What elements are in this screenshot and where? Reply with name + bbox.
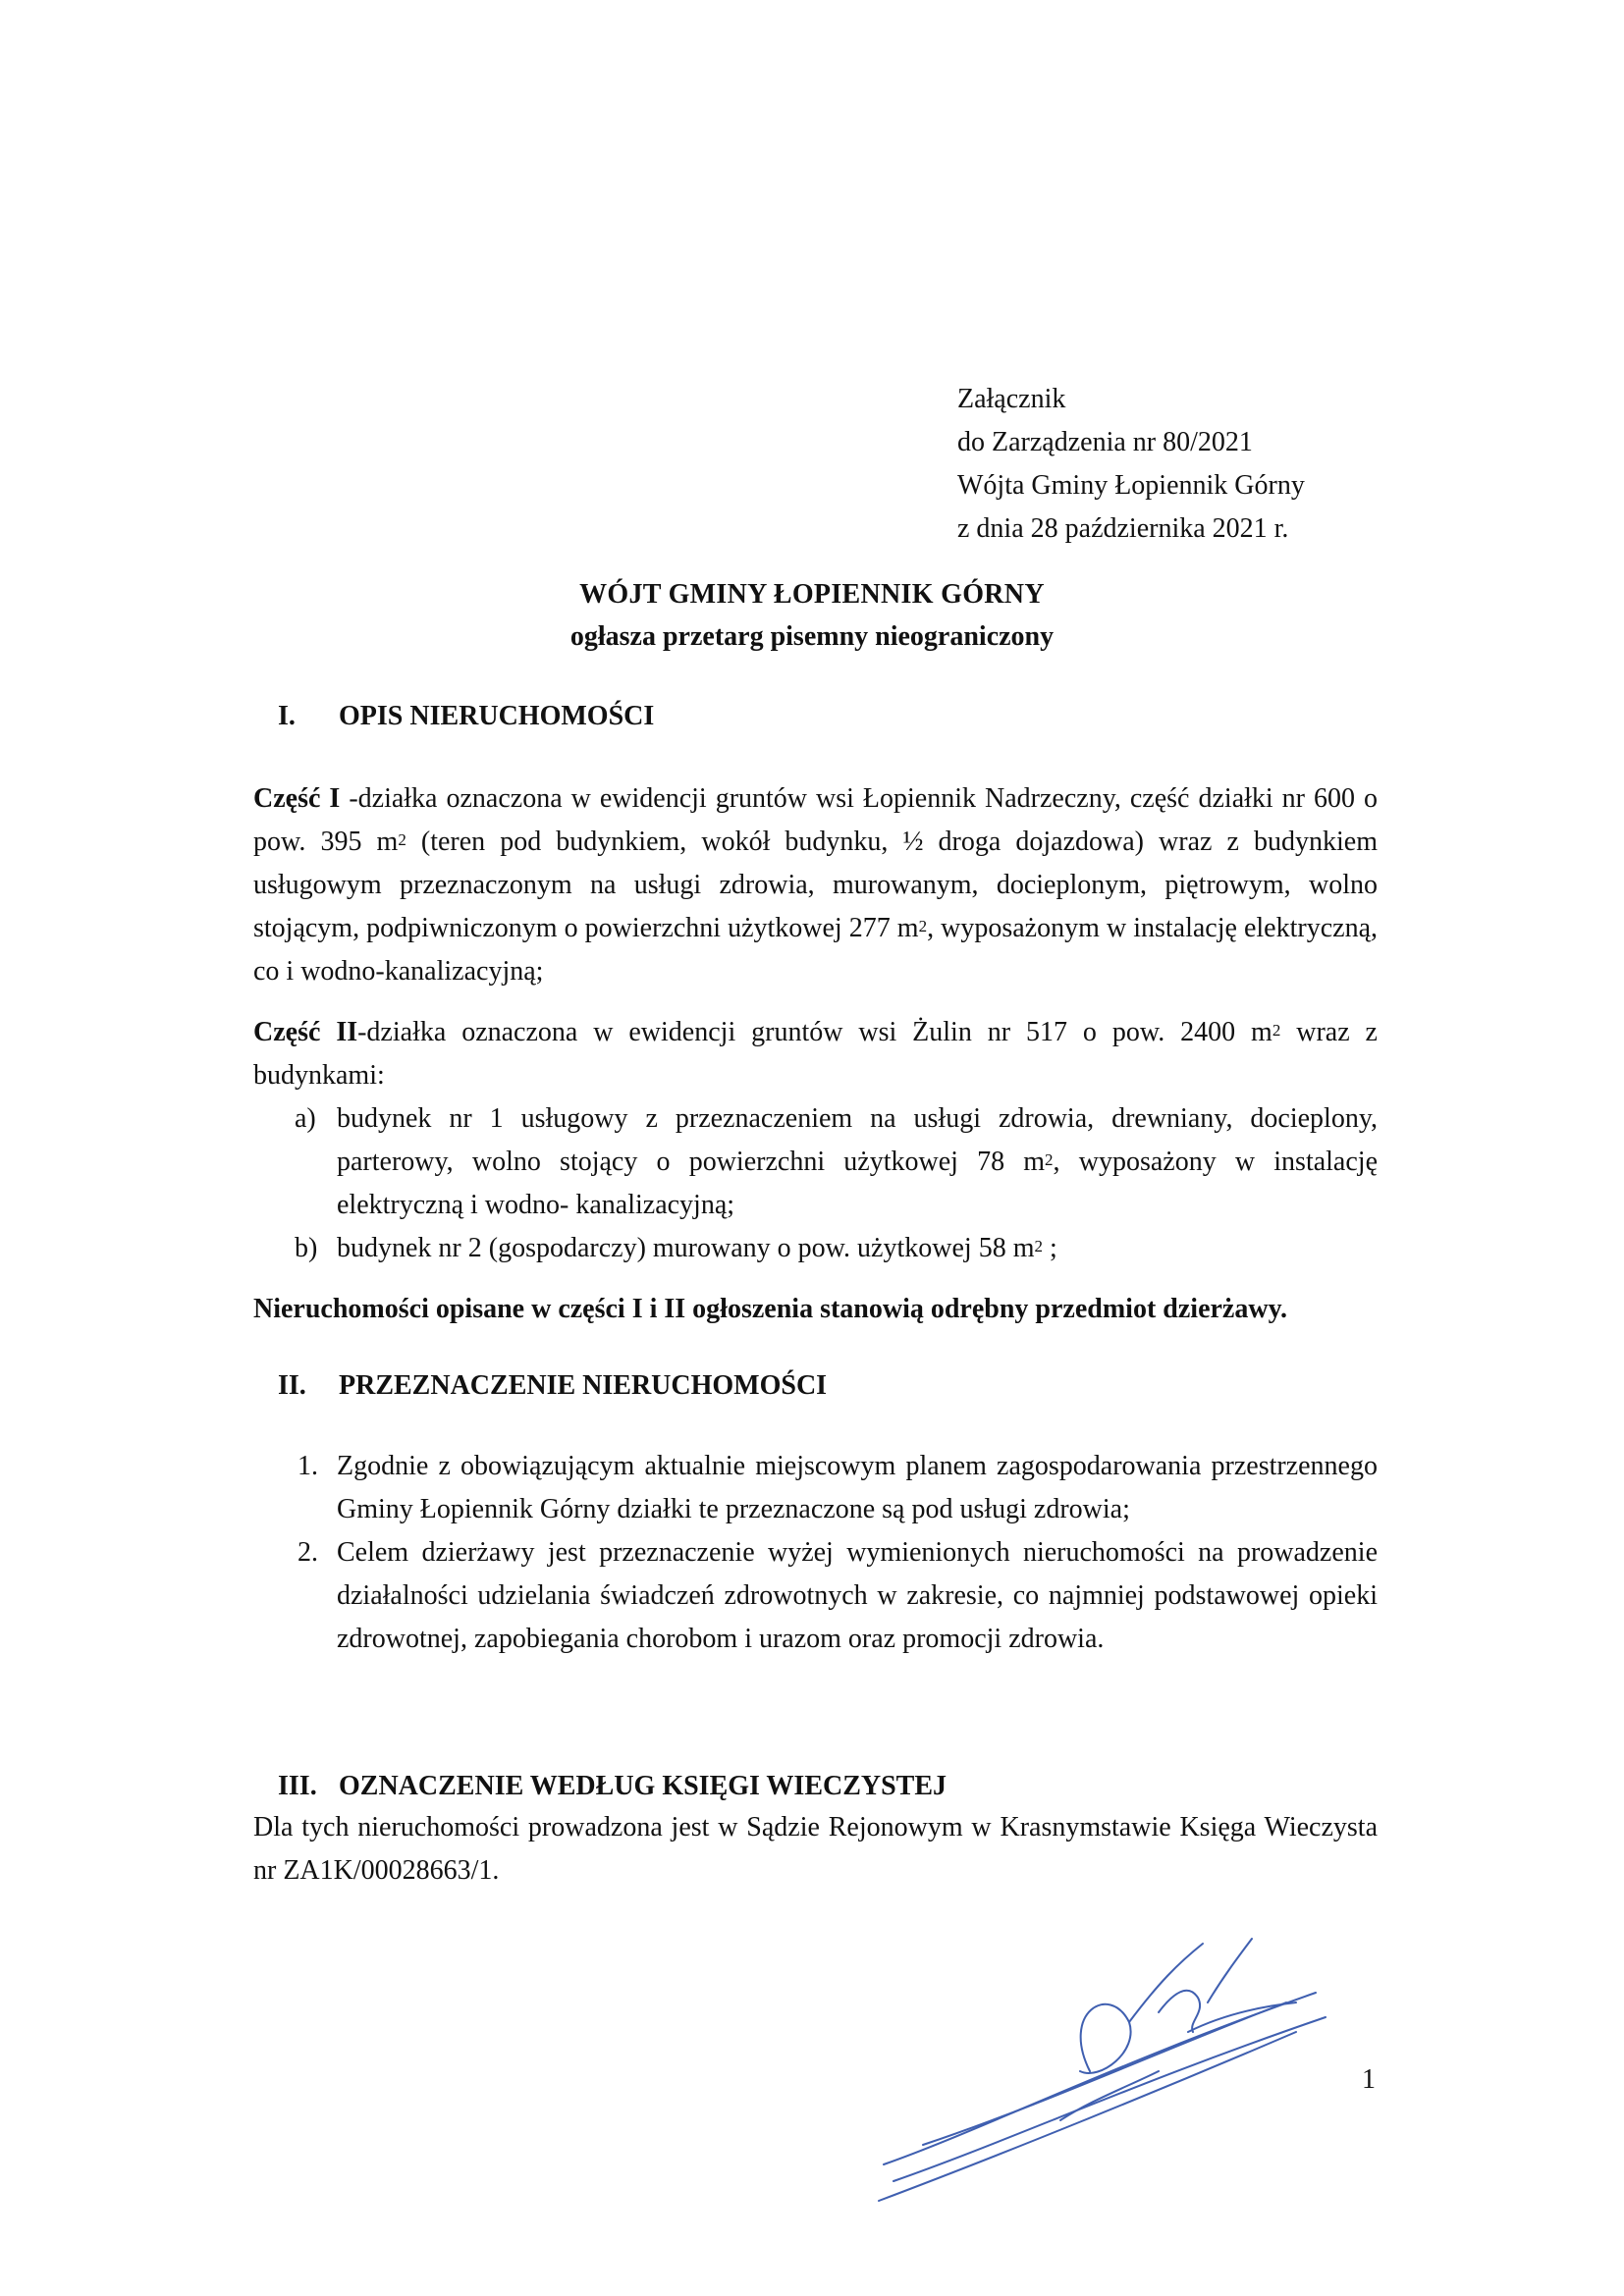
part-2-text-b: wraz z budynkami: (253, 1017, 1378, 1091)
superscript: 2 (398, 830, 406, 849)
purpose-list (298, 1445, 1378, 1661)
signature-image (864, 1924, 1335, 2218)
annex-line-4: z dnia 28 października 2021 r. (957, 513, 1289, 544)
list-marker: a) (295, 1103, 316, 1134)
annex-line-3: Wójta Gminy Łopiennik Górny (957, 470, 1305, 501)
annex-header (957, 378, 1305, 551)
superscript: 2 (918, 917, 928, 935)
land-register-paragraph (253, 1806, 1378, 1893)
list-marker: 2. (298, 1537, 318, 1568)
part-1-text-c: , wyposażonym w instalację elektryczną, co i wodno-kanalizacyjną; (253, 913, 1378, 987)
item-a-text-a: budynek nr 1 usługowy z przeznaczeniem na usługi zdrowia, drewniany, docieplony, parterowy, wolno stojący o powierzchni użytkowej 78 m (337, 1103, 1378, 1177)
list-item (298, 1445, 1378, 1531)
item-b-text-b: ; (1042, 1233, 1057, 1263)
part-1-paragraph (253, 777, 1378, 993)
list-item (295, 1097, 1378, 1227)
annex-line-1: Załącznik (957, 384, 1066, 414)
part-2-building-list (295, 1097, 1378, 1270)
part-2-paragraph (253, 1011, 1378, 1097)
section-3-heading (278, 1771, 947, 1802)
section-1-number: I. (278, 701, 296, 731)
part-1-text-a: -działka oznaczona w ewidencji gruntów wsi Łopiennik Nadrzeczny, część działki nr 600 o pow. 395 m (253, 783, 1379, 857)
annex-line-2: do Zarządzenia nr 80/2021 (957, 427, 1253, 457)
superscript: 2 (1045, 1150, 1054, 1169)
part-1-text-b: (teren pod budynkiem, wokół budynku, ½ droga dojazdowa) wraz z budynkiem usługowym przeznaczonym na usługi zdrowia, murowanym, docieplonym, piętrowym, wolno stojącym, podpiwniczonym o powierzchni użytkowej 277 m (253, 827, 1378, 943)
item-b-text-a: budynek nr 2 (gospodarczy) murowany o pow. użytkowej 58 m (337, 1233, 1035, 1263)
section-2-title: PRZEZNACZENIE NIERUCHOMOŚCI (339, 1370, 828, 1401)
section-1-heading (278, 701, 654, 732)
item-a-text-b: , wyposażony w instalację elektryczną i wodno- kanalizacyjną; (337, 1147, 1378, 1220)
list-item (298, 1531, 1378, 1661)
list-item (295, 1227, 1378, 1270)
part-2-label: Część II (253, 1017, 358, 1047)
document-subtitle: ogłasza przetarg pisemny nieograniczony (569, 621, 1055, 652)
part-1-label: Część I (253, 783, 341, 814)
section-2-heading (278, 1370, 827, 1402)
document-title: WÓJT GMINY ŁOPIENNIK GÓRNY (579, 579, 1045, 610)
purpose-item-text: Celem dzierżawy jest przeznaczenie wyżej wymienionych nieruchomości na prowadzenie działalności udzielania świadczeń zdrowotnych w zakresie, co najmniej podstawowej opieki zdrowotnej, zapobiegania chorobom i urazom oraz promocji zdrowia. (337, 1537, 1378, 1654)
part-2-text-a: -działka oznaczona w ewidencji gruntów wsi Żulin nr 517 o pow. 2400 m (357, 1017, 1272, 1047)
superscript: 2 (1272, 1021, 1281, 1040)
purpose-item-text: Zgodnie z obowiązującym aktualnie miejscowym planem zagospodarowania przestrzennego Gminy Łopiennik Górny działki te przeznaczone są pod usługi zdrowia; (337, 1451, 1378, 1524)
section-2-number: II. (278, 1370, 306, 1401)
land-register-text: Dla tych nieruchomości prowadzona jest w Sądzie Rejonowym w Krasnymstawie Księga Wieczysta nr ZA1K/00028663/1. (253, 1812, 1378, 1886)
list-marker: 1. (298, 1451, 318, 1481)
section-3-number: III. (278, 1771, 317, 1801)
superscript: 2 (1034, 1237, 1043, 1255)
section-3-title: OZNACZENIE WEDŁUG KSIĘGI WIECZYSTEJ (339, 1771, 947, 1801)
section-1-title: OPIS NIERUCHOMOŚCI (339, 701, 655, 731)
page-number: 1 (1362, 2064, 1376, 2095)
lease-note: Nieruchomości opisane w części I i II ogłoszenia stanowią odrębny przedmiot dzierżawy. (253, 1294, 1288, 1324)
list-marker: b) (295, 1233, 318, 1263)
